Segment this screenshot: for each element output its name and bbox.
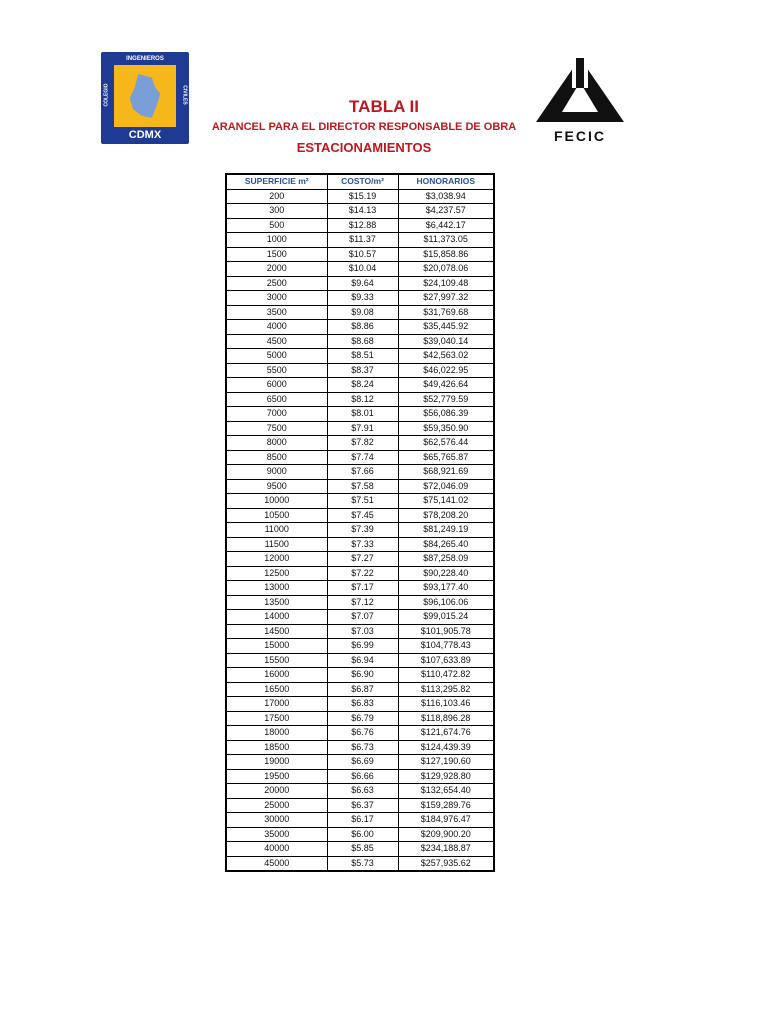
- cell-costo: $7.22: [327, 566, 398, 581]
- cell-superficie: 30000: [226, 813, 327, 828]
- cell-superficie: 1500: [226, 247, 327, 262]
- cell-honorarios: $3,038.94: [398, 189, 494, 204]
- cell-honorarios: $62,576.44: [398, 436, 494, 451]
- cell-honorarios: $121,674.76: [398, 726, 494, 741]
- cell-superficie: 1000: [226, 233, 327, 248]
- cell-costo: $7.91: [327, 421, 398, 436]
- table-row: [226, 392, 494, 407]
- cell-honorarios: $184,976.47: [398, 813, 494, 828]
- table-row: [226, 204, 494, 219]
- cell-honorarios: $99,015.24: [398, 610, 494, 625]
- cell-honorarios: $4,237.57: [398, 204, 494, 219]
- cell-costo: $14.13: [327, 204, 398, 219]
- table-row: [226, 421, 494, 436]
- section-title: ESTACIONAMIENTOS: [296, 140, 432, 155]
- table-row: [226, 436, 494, 451]
- cell-superficie: 4500: [226, 334, 327, 349]
- cell-superficie: 19000: [226, 755, 327, 770]
- cell-costo: $7.51: [327, 494, 398, 509]
- table-row: [226, 407, 494, 422]
- cell-costo: $6.79: [327, 711, 398, 726]
- cell-honorarios: $159,289.76: [398, 798, 494, 813]
- cell-costo: $7.07: [327, 610, 398, 625]
- cell-costo: $8.24: [327, 378, 398, 393]
- cell-superficie: 10500: [226, 508, 327, 523]
- cell-costo: $7.45: [327, 508, 398, 523]
- column-header-honorarios: HONORARIOS: [398, 174, 494, 189]
- cell-honorarios: $87,258.09: [398, 552, 494, 567]
- cell-costo: $6.83: [327, 697, 398, 712]
- cell-superficie: 15000: [226, 639, 327, 654]
- table-row: [226, 494, 494, 509]
- cell-superficie: 17000: [226, 697, 327, 712]
- cell-costo: $9.08: [327, 305, 398, 320]
- cell-honorarios: $129,928.80: [398, 769, 494, 784]
- table-row: [226, 682, 494, 697]
- logo-bottom-text: CDMX: [128, 129, 162, 141]
- table-row: [226, 610, 494, 625]
- cell-honorarios: $72,046.09: [398, 479, 494, 494]
- table-row: [226, 276, 494, 291]
- table-row: [226, 798, 494, 813]
- table-row: [226, 697, 494, 712]
- cell-superficie: 6500: [226, 392, 327, 407]
- cell-superficie: 16500: [226, 682, 327, 697]
- table-row: [226, 842, 494, 857]
- cell-honorarios: $127,190.60: [398, 755, 494, 770]
- cell-costo: $5.85: [327, 842, 398, 857]
- cell-superficie: 5500: [226, 363, 327, 378]
- cell-costo: $10.04: [327, 262, 398, 277]
- cell-superficie: 19500: [226, 769, 327, 784]
- cell-costo: $6.63: [327, 784, 398, 799]
- cell-costo: $7.39: [327, 523, 398, 538]
- table-row: [226, 218, 494, 233]
- cell-superficie: 2500: [226, 276, 327, 291]
- table-row: [226, 769, 494, 784]
- cell-costo: $6.94: [327, 653, 398, 668]
- cell-costo: $6.99: [327, 639, 398, 654]
- cell-superficie: 20000: [226, 784, 327, 799]
- table-row: [226, 552, 494, 567]
- cell-costo: $9.33: [327, 291, 398, 306]
- table-row: [226, 784, 494, 799]
- cell-costo: $7.33: [327, 537, 398, 552]
- cell-superficie: 300: [226, 204, 327, 219]
- cell-costo: $8.68: [327, 334, 398, 349]
- cell-honorarios: $110,472.82: [398, 668, 494, 683]
- table-row: [226, 305, 494, 320]
- cell-honorarios: $24,109.48: [398, 276, 494, 291]
- cell-superficie: 25000: [226, 798, 327, 813]
- cell-costo: $7.12: [327, 595, 398, 610]
- cell-honorarios: $124,439.39: [398, 740, 494, 755]
- table-row: [226, 711, 494, 726]
- table-row: [226, 813, 494, 828]
- cell-superficie: 10000: [226, 494, 327, 509]
- cell-costo: $6.73: [327, 740, 398, 755]
- table-row: [226, 508, 494, 523]
- cell-costo: $7.03: [327, 624, 398, 639]
- cell-superficie: 45000: [226, 856, 327, 871]
- cell-superficie: 11000: [226, 523, 327, 538]
- cell-honorarios: $118,896.28: [398, 711, 494, 726]
- cell-costo: $9.64: [327, 276, 398, 291]
- table-row: [226, 291, 494, 306]
- cell-superficie: 200: [226, 189, 327, 204]
- cell-superficie: 13500: [226, 595, 327, 610]
- page-title: TABLA II: [349, 97, 419, 116]
- cell-superficie: 9000: [226, 465, 327, 480]
- cell-costo: $6.66: [327, 769, 398, 784]
- cell-honorarios: $257,935.62: [398, 856, 494, 871]
- cell-honorarios: $27,997.32: [398, 291, 494, 306]
- cell-costo: $8.86: [327, 320, 398, 335]
- cell-honorarios: $46,022.95: [398, 363, 494, 378]
- cell-superficie: 13000: [226, 581, 327, 596]
- cell-superficie: 40000: [226, 842, 327, 857]
- cell-honorarios: $78,208.20: [398, 508, 494, 523]
- cell-superficie: 14000: [226, 610, 327, 625]
- cell-superficie: 6000: [226, 378, 327, 393]
- cell-superficie: 7000: [226, 407, 327, 422]
- column-header-costo: COSTO/m²: [327, 174, 398, 189]
- table-row: [226, 581, 494, 596]
- table-row: [226, 233, 494, 248]
- cell-honorarios: $15,858.86: [398, 247, 494, 262]
- cell-honorarios: $42,563.02: [398, 349, 494, 364]
- cell-costo: $7.66: [327, 465, 398, 480]
- table-row: [226, 320, 494, 335]
- cell-costo: $7.82: [327, 436, 398, 451]
- cell-costo: $8.37: [327, 363, 398, 378]
- cell-superficie: 8500: [226, 450, 327, 465]
- cell-honorarios: $90,228.40: [398, 566, 494, 581]
- cell-superficie: 15500: [226, 653, 327, 668]
- cell-costo: $7.74: [327, 450, 398, 465]
- cell-costo: $6.37: [327, 798, 398, 813]
- cell-costo: $10.57: [327, 247, 398, 262]
- cell-honorarios: $116,103.46: [398, 697, 494, 712]
- cell-honorarios: $81,249.19: [398, 523, 494, 538]
- cell-costo: $5.73: [327, 856, 398, 871]
- table-row: [226, 639, 494, 654]
- cell-honorarios: $6,442.17: [398, 218, 494, 233]
- cell-honorarios: $20,078.06: [398, 262, 494, 277]
- fee-table: [225, 173, 495, 872]
- cell-honorarios: $31,769.68: [398, 305, 494, 320]
- cell-costo: $7.58: [327, 479, 398, 494]
- fecic-logo-text: FECIC: [554, 128, 606, 144]
- cell-costo: $7.17: [327, 581, 398, 596]
- table-row: [226, 755, 494, 770]
- cell-honorarios: $209,900.20: [398, 827, 494, 842]
- cell-honorarios: $84,265.40: [398, 537, 494, 552]
- cell-costo: $6.17: [327, 813, 398, 828]
- table-row: [226, 537, 494, 552]
- cell-honorarios: $59,350.90: [398, 421, 494, 436]
- cell-costo: $11.37: [327, 233, 398, 248]
- table-row: [226, 726, 494, 741]
- cell-costo: $8.12: [327, 392, 398, 407]
- table-body: [226, 189, 494, 871]
- cell-superficie: 11500: [226, 537, 327, 552]
- cell-honorarios: $35,445.92: [398, 320, 494, 335]
- cell-superficie: 18500: [226, 740, 327, 755]
- logo-right-text: CIVILES: [181, 85, 188, 105]
- table-row: [226, 653, 494, 668]
- table-row: [226, 349, 494, 364]
- cell-honorarios: $49,426.64: [398, 378, 494, 393]
- cell-superficie: 2000: [226, 262, 327, 277]
- cell-honorarios: $39,040.14: [398, 334, 494, 349]
- cell-costo: $15.19: [327, 189, 398, 204]
- cell-honorarios: $68,921.69: [398, 465, 494, 480]
- table-row: [226, 189, 494, 204]
- table-row: [226, 740, 494, 755]
- cell-honorarios: $52,779.59: [398, 392, 494, 407]
- cell-honorarios: $113,295.82: [398, 682, 494, 697]
- cell-honorarios: $104,778.43: [398, 639, 494, 654]
- cell-superficie: 500: [226, 218, 327, 233]
- cell-superficie: 16000: [226, 668, 327, 683]
- cell-superficie: 7500: [226, 421, 327, 436]
- table-row: [226, 624, 494, 639]
- cell-superficie: 9500: [226, 479, 327, 494]
- table-row: [226, 668, 494, 683]
- table-row: [226, 479, 494, 494]
- cell-honorarios: $234,188.87: [398, 842, 494, 857]
- cell-superficie: 5000: [226, 349, 327, 364]
- cell-superficie: 8000: [226, 436, 327, 451]
- table-row: [226, 363, 494, 378]
- table-row: [226, 378, 494, 393]
- cell-superficie: 14500: [226, 624, 327, 639]
- table-row: [226, 247, 494, 262]
- cell-costo: $8.51: [327, 349, 398, 364]
- table-row: [226, 262, 494, 277]
- page-subtitle: ARANCEL PARA EL DIRECTOR RESPONSABLE DE OBRA: [211, 121, 517, 133]
- cell-superficie: 35000: [226, 827, 327, 842]
- cell-superficie: 17500: [226, 711, 327, 726]
- cell-costo: $6.90: [327, 668, 398, 683]
- cell-honorarios: $11,373.05: [398, 233, 494, 248]
- cell-costo: $6.87: [327, 682, 398, 697]
- table-row: [226, 856, 494, 871]
- table-row: [226, 827, 494, 842]
- table-row: [226, 465, 494, 480]
- table-row: [226, 595, 494, 610]
- cell-honorarios: $65,765.87: [398, 450, 494, 465]
- cell-superficie: 18000: [226, 726, 327, 741]
- cell-costo: $7.27: [327, 552, 398, 567]
- cell-honorarios: $75,141.02: [398, 494, 494, 509]
- column-header-superficie: SUPERFICIE m²: [226, 174, 327, 189]
- cell-honorarios: $56,086.39: [398, 407, 494, 422]
- cell-costo: $6.76: [327, 726, 398, 741]
- cell-honorarios: $96,106.06: [398, 595, 494, 610]
- cell-honorarios: $101,905.78: [398, 624, 494, 639]
- cell-honorarios: $93,177.40: [398, 581, 494, 596]
- cell-costo: $8.01: [327, 407, 398, 422]
- table-row: [226, 566, 494, 581]
- cell-superficie: 3000: [226, 291, 327, 306]
- table-header-row: [226, 174, 494, 189]
- logo-left-text: COLEGIO: [103, 83, 110, 107]
- cell-honorarios: $132,654.40: [398, 784, 494, 799]
- table-row: [226, 523, 494, 538]
- table-row: [226, 450, 494, 465]
- cell-costo: $12.88: [327, 218, 398, 233]
- fecic-emblem-icon: [532, 56, 628, 128]
- cell-superficie: 4000: [226, 320, 327, 335]
- cell-superficie: 3500: [226, 305, 327, 320]
- cell-superficie: 12000: [226, 552, 327, 567]
- cell-honorarios: $107,633.89: [398, 653, 494, 668]
- cell-costo: $6.69: [327, 755, 398, 770]
- cell-costo: $6.00: [327, 827, 398, 842]
- cell-superficie: 12500: [226, 566, 327, 581]
- logo-top-text: INGENIEROS: [126, 56, 164, 62]
- table-row: [226, 334, 494, 349]
